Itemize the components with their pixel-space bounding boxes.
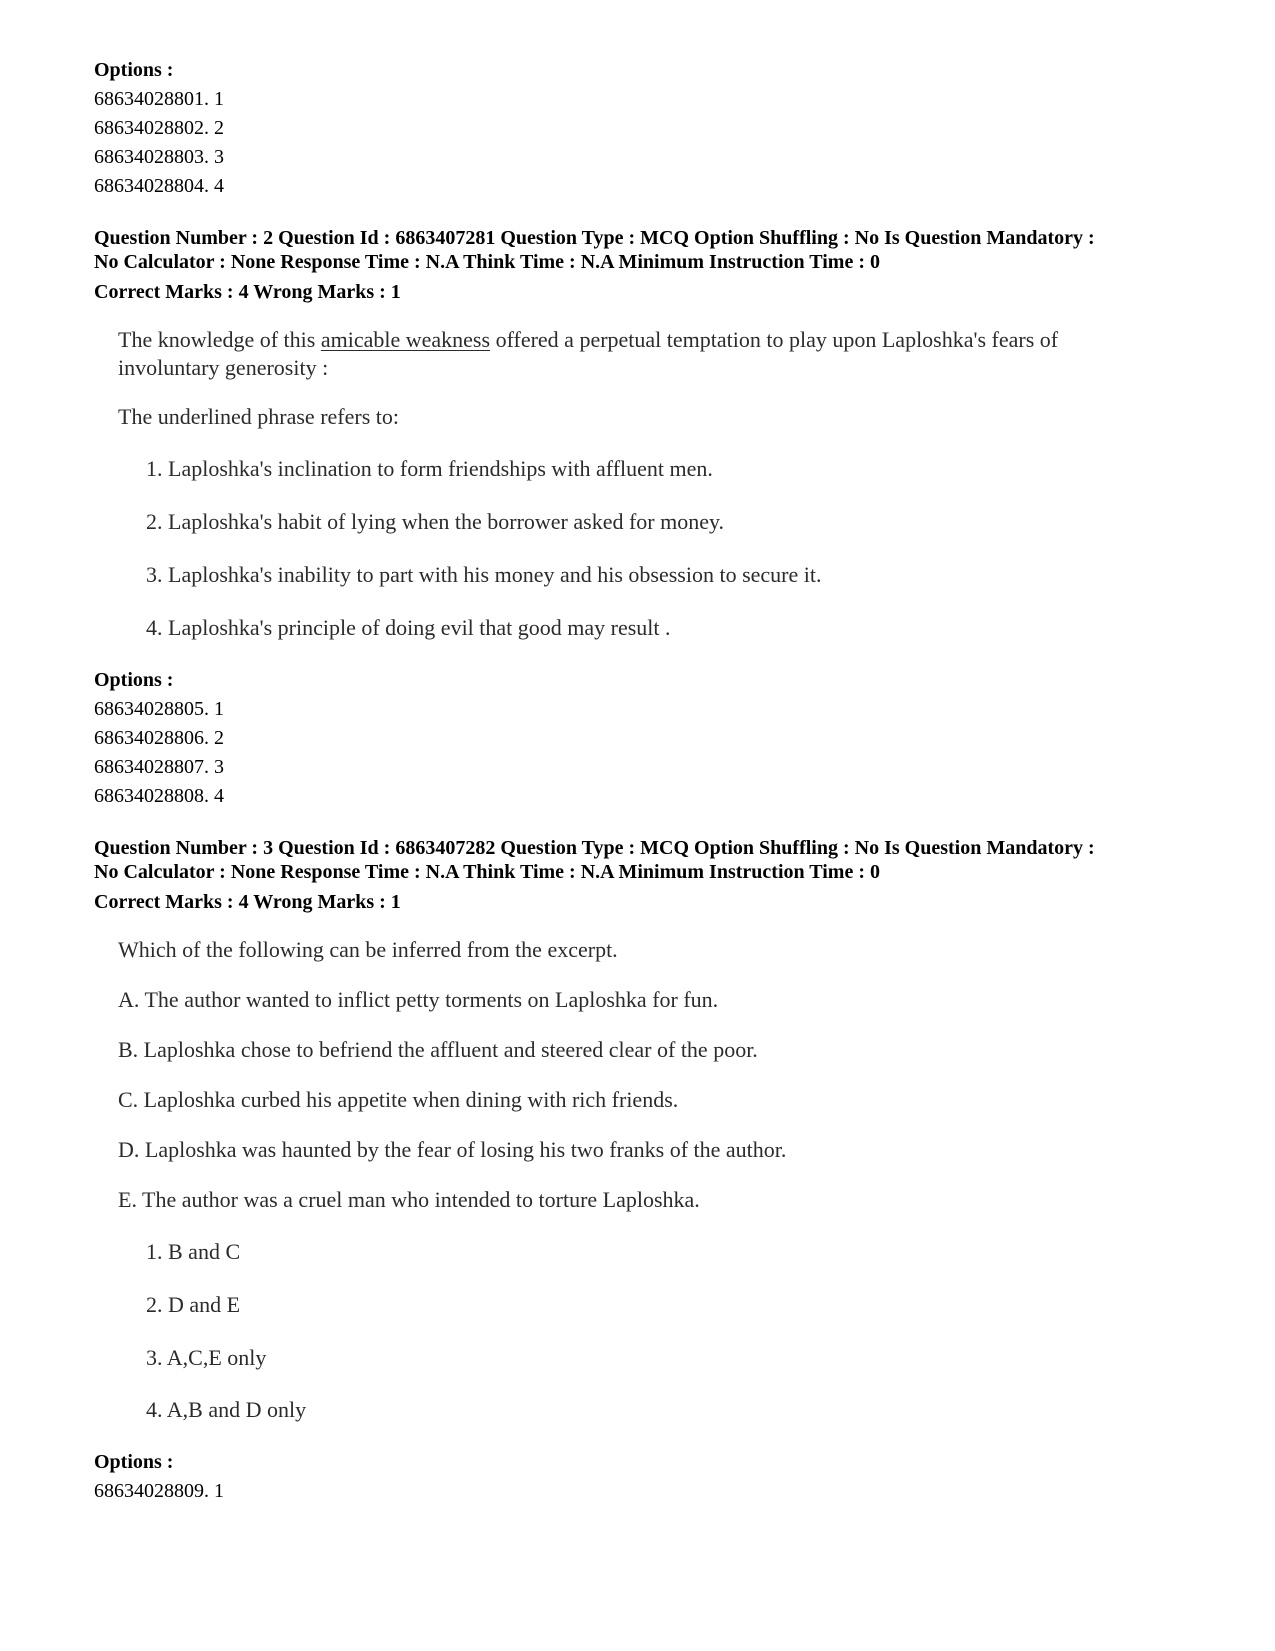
option-id: 68634028807. 3	[94, 756, 224, 778]
underlined-phrase: amicable weakness	[320, 327, 491, 352]
passage-text: The knowledge of this	[118, 327, 321, 352]
marks-line: Correct Marks : 4 Wrong Marks : 1	[94, 281, 401, 303]
question-meta-line: No Calculator : None Response Time : N.A Think Time : N.A Minimum Instruction Time : 0	[94, 251, 880, 273]
q2-choice-1: 1. Laploshka's inclination to form friendships with affluent men.	[146, 456, 713, 481]
q3-choice-4: 4. A,B and D only	[146, 1397, 307, 1422]
q2-passage	[118, 326, 1058, 382]
passage-line: involuntary generosity :	[118, 355, 329, 380]
q2-choice-2: 2. Laploshka's habit of lying when the borrower asked for money.	[146, 509, 725, 534]
options-heading: Options :	[94, 1451, 174, 1473]
option-id: 68634028805. 1	[94, 698, 224, 720]
options-heading: Options :	[94, 669, 174, 691]
q3-choice-3: 3. A,C,E only	[146, 1345, 267, 1370]
option-id: 68634028806. 2	[94, 727, 224, 749]
option-id: 68634028801. 1	[94, 88, 224, 110]
q2-prompt: The underlined phrase refers to:	[118, 404, 399, 429]
q3-statement-d: D. Laploshka was haunted by the fear of losing his two franks of the author.	[118, 1137, 787, 1162]
q3-statement-e: E. The author was a cruel man who intended to torture Laploshka.	[118, 1187, 700, 1212]
q3-statement-a: A. The author wanted to inflict petty torments on Laploshka for fun.	[118, 987, 719, 1012]
option-id: 68634028809. 1	[94, 1480, 224, 1502]
option-id: 68634028804. 4	[94, 175, 224, 197]
q2-choice-4: 4. Laploshka's principle of doing evil that good may result .	[146, 615, 671, 640]
passage-line	[118, 326, 1058, 354]
q3-choice-1: 1. B and C	[146, 1239, 241, 1264]
q2-options-block	[94, 666, 224, 811]
q1-options-block	[94, 56, 224, 201]
options-heading: Options :	[94, 59, 174, 81]
q3-statement-b: B. Laploshka chose to befriend the affluent and steered clear of the poor.	[118, 1037, 758, 1062]
passage-text: offered a perpetual temptation to play upon Laploshka's fears of	[490, 327, 1059, 352]
option-id: 68634028808. 4	[94, 785, 224, 807]
q3-prompt: Which of the following can be inferred from the excerpt.	[118, 937, 618, 962]
q3-statement-c: C. Laploshka curbed his appetite when dining with rich friends.	[118, 1087, 679, 1112]
q2-choice-3: 3. Laploshka's inability to part with his money and his obsession to secure it.	[146, 562, 822, 587]
marks-line: Correct Marks : 4 Wrong Marks : 1	[94, 891, 401, 913]
q3-header	[94, 836, 1095, 914]
question-meta-line: No Calculator : None Response Time : N.A Think Time : N.A Minimum Instruction Time : 0	[94, 861, 880, 883]
q2-header	[94, 226, 1095, 304]
q3-choice-2: 2. D and E	[146, 1292, 241, 1317]
option-id: 68634028802. 2	[94, 117, 224, 139]
question-meta-line: Question Number : 3 Question Id : 6863407282 Question Type : MCQ Option Shuffling : No Is Question Mandatory :	[94, 837, 1095, 859]
q3-options-block	[94, 1448, 224, 1506]
question-meta-line: Question Number : 2 Question Id : 6863407281 Question Type : MCQ Option Shuffling : No Is Question Mandatory :	[94, 227, 1095, 249]
option-id: 68634028803. 3	[94, 146, 224, 168]
